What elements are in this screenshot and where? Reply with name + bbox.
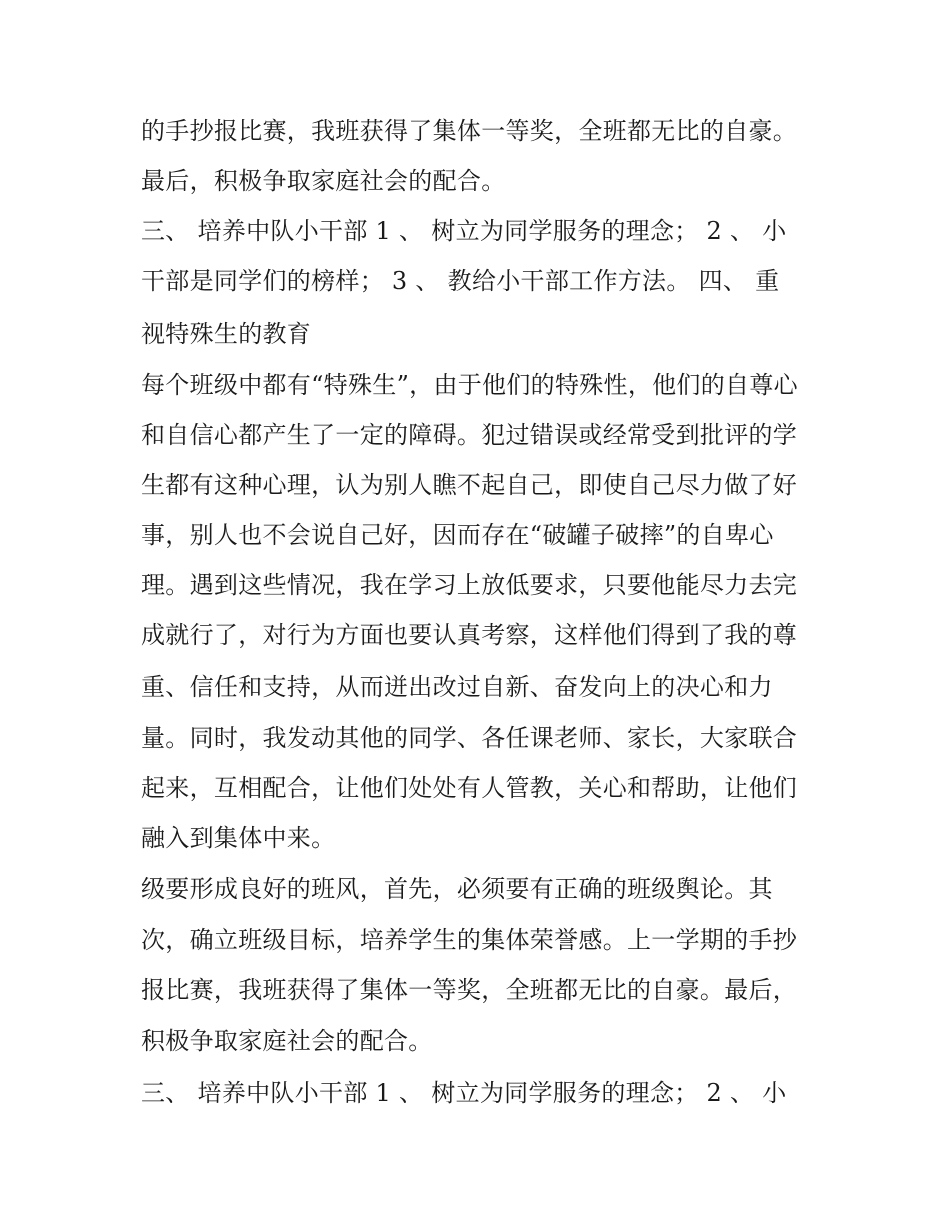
text-line: 积极争取家庭社会的配合。 [141, 1027, 433, 1055]
text-line: 事，别人也不会说自己好，因而存在“破罐子破摔”的自卑心 [141, 521, 774, 549]
text-line: 量。同时，我发动其他的同学、各任课老师、家长，大家联合 [141, 724, 798, 752]
text-line: 起来，互相配合，让他们处处有人管教，关心和帮助，让他们 [141, 774, 798, 802]
text-line: 视特殊生的教育 [141, 320, 312, 348]
text-line: 最后，积极争取家庭社会的配合。 [141, 167, 506, 195]
text-line: 级要形成良好的班风，首先，必须要有正确的班级舆论。其 [141, 875, 773, 903]
text-line: 次，确立班级目标，培养学生的集体荣誉感。上一学期的手抄 [141, 926, 798, 954]
text-line: 融入到集体中来。 [141, 824, 336, 852]
text-line: 报比赛，我班获得了集体一等奖，全班都无比的自豪。最后， [141, 976, 798, 1004]
text-line: 成就行了，对行为方面也要认真考察，这样他们得到了我的尊 [141, 621, 798, 649]
text-line: 三、 培养中队小干部 1 、 树立为同学服务的理念； 2 、 小 [141, 217, 787, 245]
text-line: 三、 培养中队小干部 1 、 树立为同学服务的理念； 2 、 小 [141, 1079, 787, 1107]
text-line: 的手抄报比赛，我班获得了集体一等奖，全班都无比的自豪。 [141, 117, 798, 145]
text-line: 每个班级中都有“特殊生”，由于他们的特殊性，他们的自尊心 [141, 371, 798, 399]
text-line: 生都有这种心理，认为别人瞧不起自己，即使自己尽力做了好 [141, 471, 798, 499]
text-line: 理。遇到这些情况，我在学习上放低要求，只要他能尽力去完 [141, 571, 798, 599]
text-line: 重、信任和支持，从而迸出改过自新、奋发向上的决心和力 [141, 673, 773, 701]
text-line: 和自信心都产生了一定的障碍。犯过错误或经常受到批评的学 [141, 421, 798, 449]
text-line: 干部是同学们的榜样； 3 、 教给小干部工作方法。 四、 重 [141, 267, 780, 295]
